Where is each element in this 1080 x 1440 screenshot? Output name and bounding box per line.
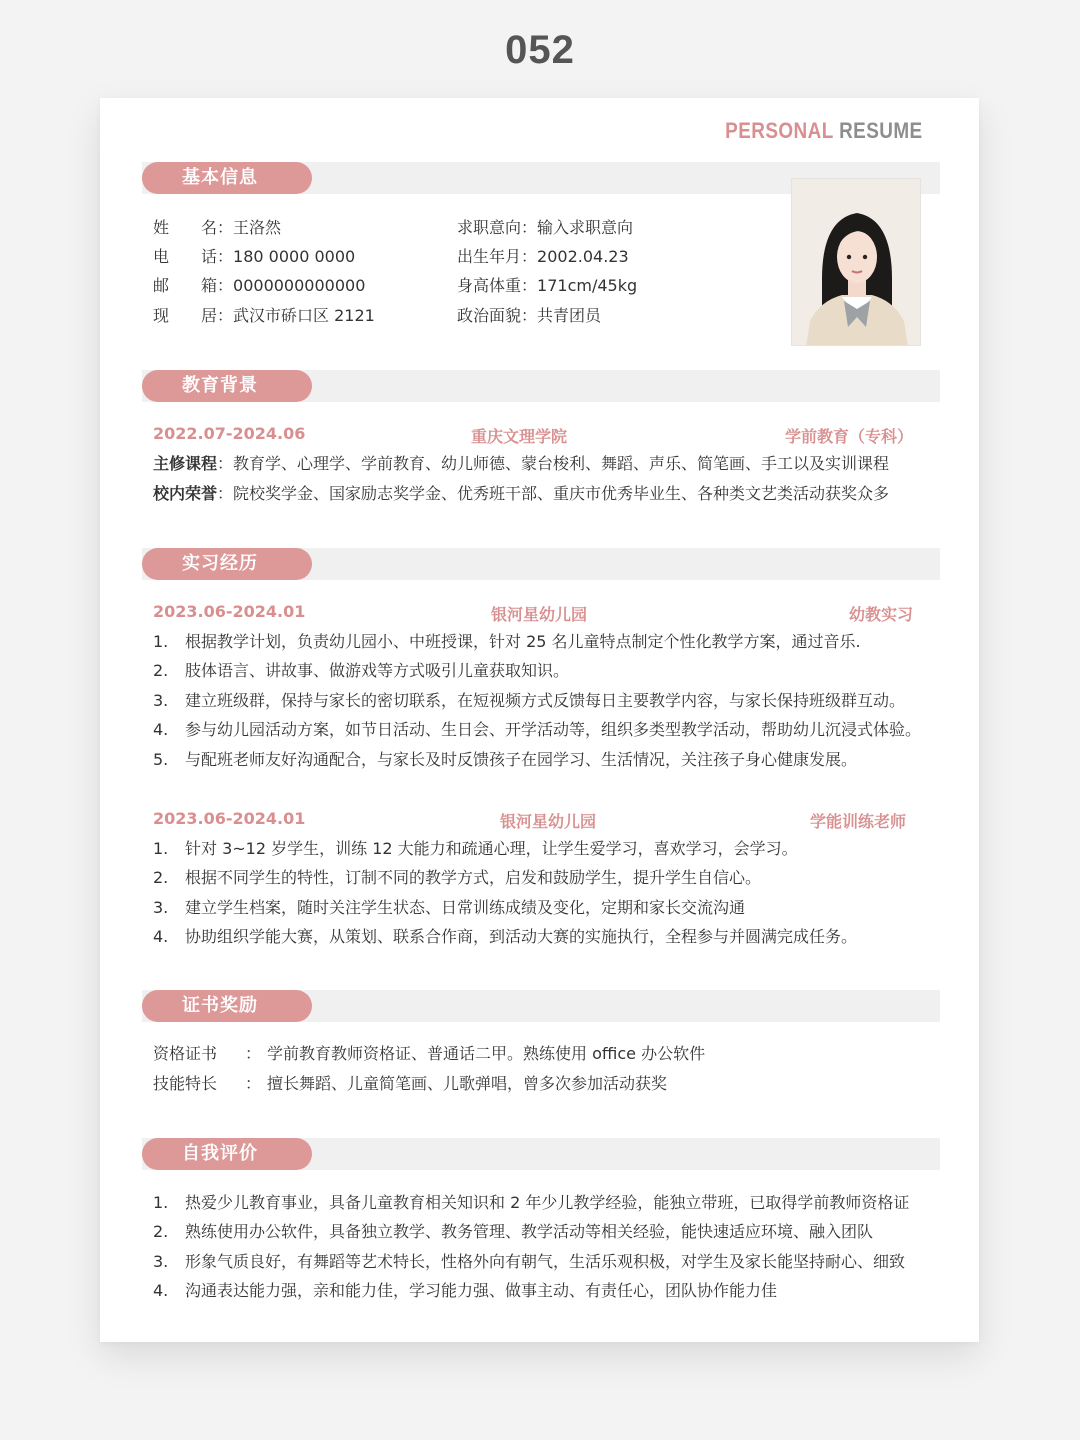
brand-personal: PERSONAL <box>725 118 834 143</box>
section-header-certificates <box>142 990 940 1022</box>
internship-1-header-row <box>153 602 913 622</box>
internship-1-role: 幼教实习 <box>848 605 913 624</box>
brand-resume: RESUME <box>839 118 923 143</box>
template-number: 052 <box>505 28 575 72</box>
self-eval-item: 4. 沟通表达能力强，亲和能力佳，学习能力强、做事主动、有责任心，团队协作能力佳 <box>153 1281 778 1300</box>
self-eval-item: 2. 熟练使用办公软件，具备独立教学、教务管理、教学活动等相关经验，能快速适应环境、融入团队 <box>153 1222 874 1241</box>
info-name: 姓 名：王洛然 <box>153 218 282 237</box>
internship-2-item: 2. 根据不同学生的特性，订制不同的教学方式，启发和鼓励学生，提升学生自信心。 <box>153 868 762 887</box>
brand-logo <box>726 118 923 144</box>
internship-2-header-row <box>153 809 913 829</box>
info-height-weight: 身高体重：171cm/45kg <box>457 276 638 295</box>
section-title-education: 教育背景 <box>142 370 312 402</box>
section-title-basic: 基本信息 <box>142 162 312 194</box>
internship-2-item: 4. 协助组织学能大赛，从策划、联系合作商，到活动大赛的实施执行，全程参与并圆满完成任务。 <box>153 927 858 946</box>
education-header-row <box>153 424 913 444</box>
internship-2-period: 2023.06-2024.01 <box>153 809 306 828</box>
certificate-row: 技能特长 ： 擅长舞蹈、儿童简笔画、儿歌弹唱，曾多次参加活动获奖 <box>153 1074 668 1093</box>
self-eval-item: 1. 热爱少儿教育事业，具备儿童教育相关知识和 2 年少儿教学经验，能独立带班，已取得学前教师资格证 <box>153 1193 910 1212</box>
info-name-value: 王洛然 <box>233 218 282 237</box>
internship-1-item: 1. 根据教学计划，负责幼儿园小、中班授课，针对 25 名儿童特点制定个性化教学方案，通过音乐. <box>153 632 861 651</box>
education-courses: 主修课程：教育学、心理学、学前教育、幼儿师德、蒙台梭利、舞蹈、声乐、简笔画、手工以及实训课程 <box>153 454 890 473</box>
info-birth: 出生年月：2002.04.23 <box>457 247 629 266</box>
section-title-certificates: 证书奖励 <box>142 990 312 1022</box>
section-header-education <box>142 370 940 402</box>
profile-photo <box>791 178 921 346</box>
certificate-row: 资格证书 ： 学前教育教师资格证、普通话二甲。熟练使用 office 办公软件 <box>153 1044 706 1063</box>
internship-1-item: 4. 参与幼儿园活动方案，如节日活动、生日会、开学活动等，组织多类型教学活动，帮助幼儿沉浸式体验。 <box>153 720 922 739</box>
section-header-self-eval <box>142 1138 940 1170</box>
education-honors: 校内荣誉：院校奖学金、国家励志奖学金、优秀班干部、重庆市优秀毕业生、各种类文艺类活动获奖众多 <box>153 484 890 503</box>
internship-2-org: 银河星幼儿园 <box>499 812 596 831</box>
internship-2-item: 1. 针对 3~12 岁学生，训练 12 大能力和疏通心理，让学生爱学习，喜欢学习，会学习。 <box>153 839 798 858</box>
resume-page <box>100 98 979 1342</box>
internship-1-org: 银河星幼儿园 <box>490 605 587 624</box>
internship-1-period: 2023.06-2024.01 <box>153 602 306 621</box>
info-phone: 电 话：180 0000 0000 <box>153 247 356 266</box>
education-school: 重庆文理学院 <box>470 427 567 446</box>
internship-2-role: 学能训练老师 <box>809 812 906 831</box>
internship-1-item: 5. 与配班老师友好沟通配合，与家长及时反馈孩子在园学习、生活情况，关注孩子身心健康发展。 <box>153 750 858 769</box>
info-email-value: 0000000000000 <box>233 276 366 295</box>
education-major: 学前教育（专科） <box>784 427 913 446</box>
section-title-internship: 实习经历 <box>142 548 312 580</box>
internship-2-item: 3. 建立学生档案，随时关注学生状态、日常训练成绩及变化，定期和家长交流沟通 <box>153 898 746 917</box>
info-email: 邮 箱：0000000000000 <box>153 276 366 295</box>
internship-1-item: 2. 肢体语言、讲故事、做游戏等方式吸引儿童获取知识。 <box>153 661 570 680</box>
info-political: 政治面貌：共青团员 <box>457 306 602 325</box>
section-title-self-eval: 自我评价 <box>142 1138 312 1170</box>
info-phone-value: 180 0000 0000 <box>233 247 356 266</box>
info-address-value: 武汉市硚口区 2121 <box>233 306 375 325</box>
internship-1-item: 3. 建立班级群，保持与家长的密切联系，在短视频方式反馈每日主要教学内容，与家长保持班级群互动。 <box>153 691 906 710</box>
info-address: 现 居：武汉市硚口区 2121 <box>153 306 375 325</box>
self-eval-item: 3. 形象气质良好，有舞蹈等艺术特长，性格外向有朝气，生活乐观积极，对学生及家长能坚持耐心、细致 <box>153 1252 906 1271</box>
education-period: 2022.07-2024.06 <box>153 424 306 443</box>
portrait-illustration <box>792 179 921 346</box>
section-header-internship <box>142 548 940 580</box>
info-objective: 求职意向：输入求职意向 <box>457 218 634 237</box>
